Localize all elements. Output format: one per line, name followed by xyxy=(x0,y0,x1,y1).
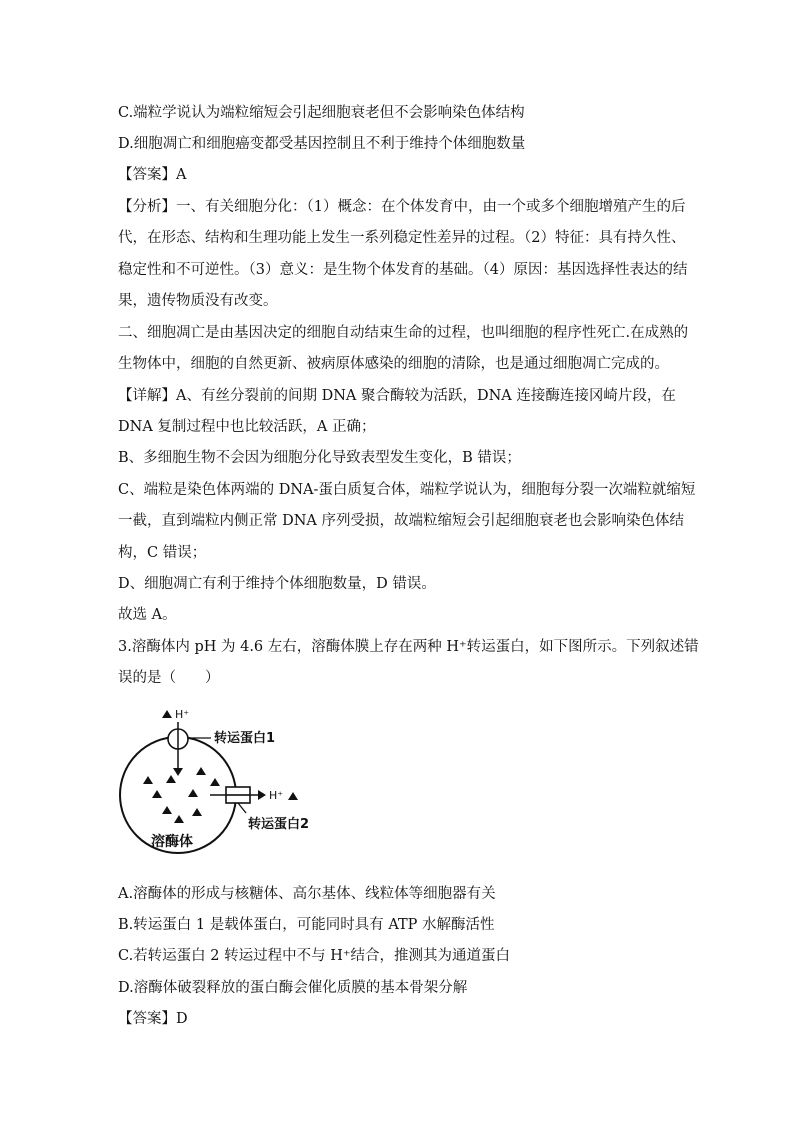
detail-line-1: 【详解】A、有丝分裂前的间期 DNA 聚合酶较为活跃，DNA 连接酶连接冈崎片段，在 xyxy=(118,388,676,404)
question-3-line-2: 误的是（ ） xyxy=(118,670,220,686)
detail-line-3: B、多细胞生物不会因为细胞分化导致表型发生变化，B 错误； xyxy=(118,450,521,466)
option-d: D.溶酶体破裂释放的蛋白酶会催化质膜的基本骨架分解 xyxy=(118,980,468,996)
option-c: C.若转运蛋白 2 转运过程中不与 H⁺结合，推测其为通道蛋白 xyxy=(118,948,511,964)
question-3-line-1: 3.溶酶体内 pH 为 4.6 左右，溶酶体膜上存在两种 H⁺转运蛋白，如下图所示。下列叙述错 xyxy=(118,639,699,655)
option-b: B.转运蛋白 1 是载体蛋白，可能同时具有 ATP 水解酶活性 xyxy=(118,917,495,933)
analysis-line-5: 二、细胞凋亡是由基因决定的细胞自动结束生命的过程，也叫细胞的程序性死亡.在成熟的 xyxy=(118,325,689,341)
choose-line: 故选 A。 xyxy=(118,607,177,623)
lysosome-figure xyxy=(118,700,358,865)
protein1-arrow-head xyxy=(173,768,183,776)
lysosome-label: 溶酶体 xyxy=(151,834,193,850)
protein2-label: 转运蛋白2 xyxy=(248,817,310,832)
protein2-arrow-head xyxy=(258,790,266,800)
detail-line-6: 构，C 错误； xyxy=(118,545,207,561)
protein2-pointer xyxy=(238,803,246,813)
analysis-line-2: 代，在形态、结构和生理功能上发生一系列稳定性差异的过程。（2）特征：具有持久性、 xyxy=(118,230,686,246)
analysis-line-3: 稳定性和不可逆性。（3）意义：是生物个体发育的基础。（4）原因：基因选择性表达的结 xyxy=(118,262,688,278)
option-d-prev: D.细胞凋亡和细胞癌变都受基因控制且不利于维持个体细胞数量 xyxy=(118,136,526,152)
option-c-prev: C.端粒学说认为端粒缩短会引起细胞衰老但不会影响染色体结构 xyxy=(118,105,525,121)
h-ion-top-icon xyxy=(162,710,172,718)
detail-line-2: DNA 复制过程中也比较活跃，A 正确； xyxy=(118,419,376,435)
option-a: A.溶酶体的形成与核糖体、高尔基体、线粒体等细胞器有关 xyxy=(118,886,496,902)
analysis-line-1: 【分析】一、有关细胞分化：（1）概念：在个体发育中，由一个或多个细胞增殖产生的后 xyxy=(118,199,686,215)
detail-line-7: D、细胞凋亡有利于维持个体细胞数量，D 错误。 xyxy=(118,576,436,592)
analysis-line-6: 生物体中，细胞的自然更新、被病原体感染的细胞的清除，也是通过细胞凋亡完成的。 xyxy=(118,356,669,372)
answer: 【答案】D xyxy=(118,1011,188,1027)
h-right-label: H⁺ xyxy=(269,789,284,802)
protein1-label: 转运蛋白1 xyxy=(214,731,276,746)
h-ions-inside xyxy=(143,767,220,823)
detail-line-4: C、端粒是染色体两端的 DNA-蛋白质复合体，端粒学说认为，细胞每分裂一次端粒就缩短 xyxy=(118,482,696,498)
h-top-label: H⁺ xyxy=(175,708,190,721)
h-ion-right-icon xyxy=(288,792,298,800)
answer-prev: 【答案】A xyxy=(118,167,187,183)
analysis-line-4: 果，遗传物质没有改变。 xyxy=(118,293,278,309)
detail-line-5: 一截，直到端粒内侧正常 DNA 序列受损，故端粒缩短会引起细胞衰老也会影响染色体结 xyxy=(118,513,684,529)
